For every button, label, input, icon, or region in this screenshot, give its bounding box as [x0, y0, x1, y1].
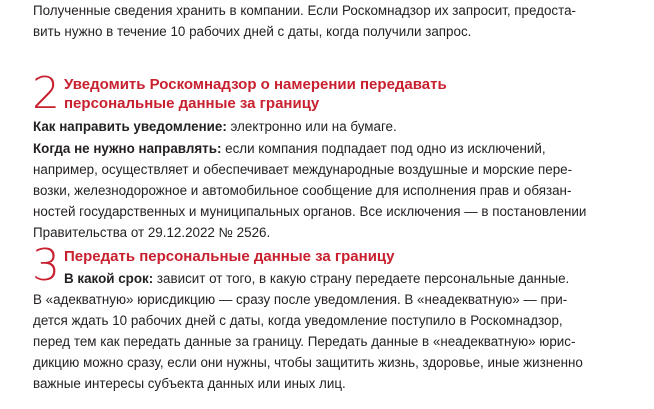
- step-2-when-not-line-5: Правительства от 29.12.2022 № 2526.: [33, 225, 271, 240]
- step-2-heading: [64, 75, 447, 113]
- step-2-heading-line-1: Уведомить Роскомнадзор о намерении передавать: [64, 76, 447, 93]
- step-2-number: 2: [32, 68, 60, 119]
- step-2-when-not-line-4: ностей государственных и муниципальных органов. Все исключения — в постановлении: [33, 204, 587, 219]
- step-3-number: 3: [32, 240, 60, 291]
- step-2-when-not-line-3: возки, железнодорожное и автомобильное сообщение для исполнения прав и обязан-: [33, 183, 572, 198]
- step-3-line-3: дется ждать 10 рабочих дней с даты, когда уведомление поступило в Роскомнадзор,: [33, 313, 563, 328]
- step-3-line-1: [33, 268, 633, 289]
- step-2-how-text: электронно или на бумаге.: [226, 119, 397, 134]
- step-3-term-label: В какой срок:: [64, 271, 154, 286]
- step-2-how-paragraph: [33, 116, 633, 137]
- step-2-when-not-paragraph: [33, 138, 633, 243]
- step-2-when-not-line-1: [33, 138, 633, 159]
- intro-line-1: Полученные сведения хранить в компании. Если Роскомнадзор их запросит, предоста-: [33, 3, 576, 18]
- step-3-line-4: перед тем как передать данные за границу. Передать данные в «неадекватную» юрис-: [33, 334, 576, 349]
- intro-paragraph: [33, 0, 633, 42]
- step-2-when-not-line-2: например, осуществляет и обеспечивает международные воздушные и морские пере-: [33, 162, 573, 177]
- step-2-how-label: Как направить уведомление:: [33, 119, 227, 134]
- step-2-how-line: [33, 116, 633, 137]
- step-3-paragraph: [33, 268, 633, 394]
- step-2-when-not-text-1: если компания подпадает под одно из исключений,: [221, 141, 546, 156]
- step-3-line-6: важные интересы субъекта данных или иных лиц.: [33, 376, 346, 391]
- step-3-term-text: зависит от того, в какую страну передаете персональные данные.: [153, 271, 570, 286]
- step-2-heading-line-2: персональные данные за границу: [64, 95, 320, 112]
- step-3-heading-line-1: Передать персональные данные за границу: [64, 248, 395, 265]
- intro-line-2: вить нужно в течение 10 рабочих дней с даты, когда получили запрос.: [33, 24, 472, 39]
- step-2-when-not-label: Когда не нужно направлять:: [33, 141, 222, 156]
- step-3-line-2: В «адекватную» юрисдикцию — сразу после уведомления. В «неадекватную» — при-: [33, 292, 568, 307]
- step-3-line-5: дикцию можно сразу, если они нужны, чтобы защитить жизнь, здоровье, иные жизненно: [33, 355, 583, 370]
- step-3-heading: [64, 247, 395, 266]
